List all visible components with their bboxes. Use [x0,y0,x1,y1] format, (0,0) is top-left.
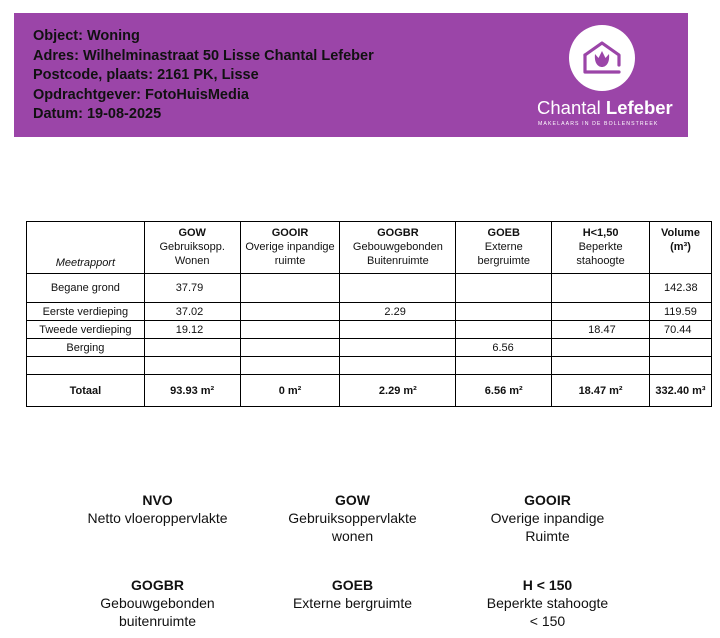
logo-name-bold: Lefeber [605,97,673,118]
total-cell: 18.47 m² [552,375,650,407]
table-header-row [27,222,712,274]
client-line: Opdrachtgever: FotoHuisMedia [33,86,249,103]
table-cell [240,339,340,357]
table-cell [456,274,552,303]
table-cell: 37.79 [144,274,240,303]
row-label: Eerste verdieping [27,303,145,321]
table-cell [456,321,552,339]
table-cell: 37.02 [144,303,240,321]
table-row [27,303,712,321]
legend-item: GOW Gebruiksoppervlakte wonen [288,492,417,544]
column-header: GOGBR Gebouwgebonden Buitenruimte [340,222,456,274]
table-cell: 2.29 [340,303,456,321]
table-cell: 19.12 [144,321,240,339]
table-row [27,339,712,357]
total-cell: 2.29 m² [340,375,456,407]
logo-wordmark [537,97,673,119]
logo-name-light: Chantal [537,97,601,118]
column-header: H<1,50 Beperkte stahoogte [552,222,650,274]
table-row [27,321,712,339]
table-cell [240,303,340,321]
total-cell: 93.93 m² [144,375,240,407]
table-cell [240,321,340,339]
total-cell: 6.56 m² [456,375,552,407]
table-cell [340,357,456,375]
table-cell [240,274,340,303]
date-line: Datum: 19-08-2025 [33,106,162,122]
table-cell [144,339,240,357]
table-corner-label: Meetrapport [27,222,145,274]
column-header: Volume (m³) [650,222,712,274]
total-row [27,375,712,407]
table-cell: 6.56 [456,339,552,357]
logo-tagline: MAKELAARS IN DE BOLLENSTREEK [538,121,659,127]
table-cell [456,357,552,375]
table-cell [144,357,240,375]
total-cell: 0 m² [240,375,340,407]
legend-item: GOOIR Overige inpandige Ruimte [490,492,605,544]
table-row [27,357,712,375]
column-header: GOEB Externe bergruimte [456,222,552,274]
table-cell [552,303,650,321]
total-cell: 332.40 m³ [650,375,712,407]
table-cell [552,339,650,357]
table-cell: 70.44 [650,321,712,339]
table-cell [650,339,712,357]
table-row [27,274,712,303]
table-cell [240,357,340,375]
table-cell: 142.38 [650,274,712,303]
table-cell [340,339,456,357]
row-label: Tweede verdieping [27,321,145,339]
object-line: Object: Woning [33,28,140,44]
row-label [27,357,145,375]
address-line: Adres: Wilhelminastraat 50 Lisse Chantal Lefeber [33,47,374,64]
row-label: Begane grond [27,274,145,303]
column-header: GOW Gebruiksopp. Wonen [144,222,240,274]
header-info [33,27,374,125]
measurement-table [26,221,712,407]
table-cell: 119.59 [650,303,712,321]
table-cell [340,274,456,303]
table-cell: 18.47 [552,321,650,339]
total-label: Totaal [27,375,145,407]
table-cell [650,357,712,375]
legend-item: NVO Netto vloeroppervlakte [87,492,228,526]
table-cell [552,357,650,375]
row-label: Berging [27,339,145,357]
table-cell [340,321,456,339]
legend-item: GOEB Externe bergruimte [292,577,413,611]
tulip-house-logo-icon [569,25,635,91]
column-header: GOOIR Overige inpandige ruimte [240,222,340,274]
table-cell [552,274,650,303]
legend-item: H < 150 Beperkte stahoogte < 150 [486,577,609,629]
report-header [14,13,688,137]
postcode-line: Postcode, plaats: 2161 PK, Lisse [33,67,259,83]
table-cell [456,303,552,321]
legend-item: GOGBR Gebouwgebonden buitenruimte [100,577,215,629]
